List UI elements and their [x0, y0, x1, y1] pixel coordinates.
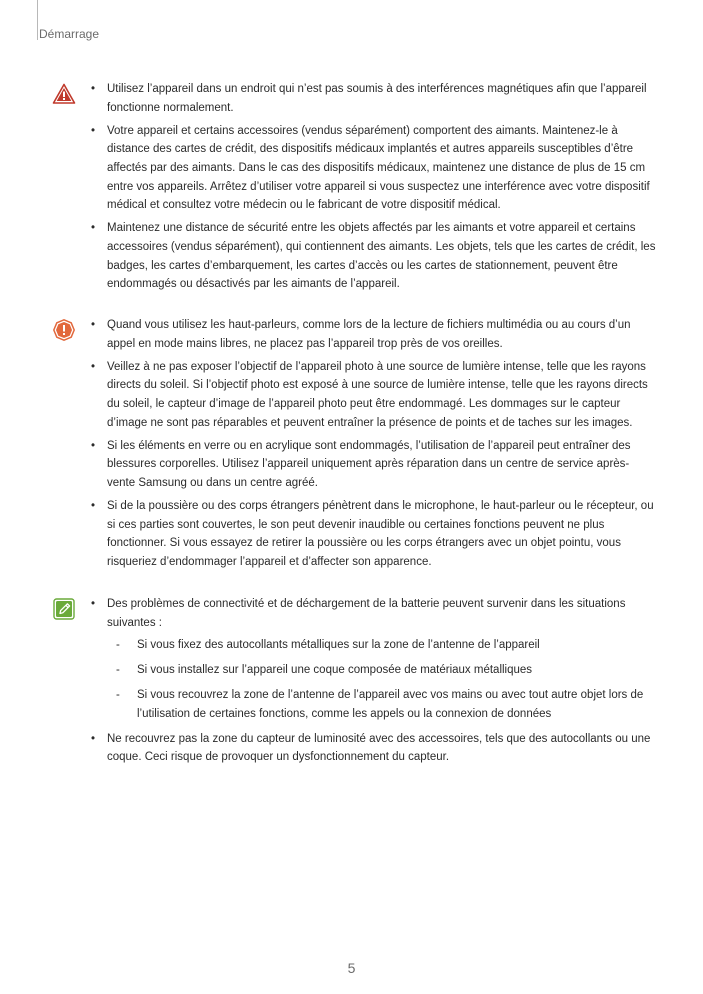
note-list	[91, 595, 656, 772]
list-item: • Utilisez l’appareil dans un endroit qui n’est pas soumis à des interférences magnétiques afin que l’appareil fonctionne normalement.	[91, 83, 647, 114]
sub-list	[107, 636, 656, 723]
page-number: 5	[347, 960, 356, 976]
list-item: • Votre appareil et certains accessoires (vendus séparément) comportent des aimants. Maintenez-le à distance des cartes de crédit, des dispositifs médicaux implantés et autres appareils susceptibles d’être affectés par des aimants. Dans le cas des dispositifs médicaux, maintenez une distance de plus de 15 cm entre vos appareils. Arrêtez d’utiliser votre appareil si vous suspectez une interférence avec votre dispositif médical et consultez votre médecin ou le fabricant de votre dispositif médical.	[91, 124, 650, 212]
list-item: • Si de la poussière ou des corps étrangers pénètrent dans le microphone, le haut-parleur ou le récepteur, ou si ces parties sont couvertes, le son peut devenir inaudible ou certaines fonctions peuvent ne plus fonctionner. Si vous essayez de retirer la poussière ou les corps étrangers avec un objet pointu, vous risqueriez d’endommager l’appareil et d’affecter son apparence.	[91, 500, 654, 568]
list-item: • Maintenez une distance de sécurité entre les objets affectés par les aimants et votre appareil et certains accessoires (vendus séparément), qui contiennent des aimants. Les objets, tels que les cartes de crédit, les badges, les cartes d’embarquement, les cartes d’accès ou les cartes de stationnement, peuvent être endommagés ou désactivés par les aimants de l’appareil.	[91, 222, 656, 291]
sub-list-item: - Si vous installez sur l’appareil une coque composée de matériaux métalliques	[116, 664, 533, 677]
caution-list	[91, 316, 656, 576]
sub-list-item: - Si vous fixez des autocollants métalliques sur la zone de l’antenne de l’appareil	[116, 639, 540, 652]
warning-triangle-icon	[52, 82, 76, 106]
caution-exclamation-icon	[52, 318, 76, 342]
list-item: • Quand vous utilisez les haut-parleurs, comme lors de la lecture de fichiers multimédia ou au cours d’un appel en mode mains libres, ne placez pas l’appareil trop près de vos oreilles.	[91, 319, 631, 350]
sub-list-item: - Si vous recouvrez la zone de l’antenne de l’appareil avec vos mains ou avec tout autre objet lors de l’utilisation de certaines fonctions, comme les appels ou la connexion de données	[116, 689, 644, 720]
list-item: • Des problèmes de connectivité et de déchargement de la batterie peuvent survenir dans les situations suivantes : - Si vous fixez des autocollants métalliques sur la zone de l’antenne de l’appareil - Si vous installez sur l’appareil une coque composée de matériaux métalliques - Si vous recouvrez la zone de l’antenne de l’appareil avec vos mains ou avec tout autre objet lors de l’utilisation de certaines fonctions, comme les appels ou la connexion de données	[91, 595, 656, 723]
list-item: • Si les éléments en verre ou en acrylique sont endommagés, l’utilisation de l’appareil peut entraîner des blessures corporelles. Utilisez l’appareil uniquement après réparation dans un centre de service après-vente Samsung ou dans un centre agréé.	[91, 439, 631, 489]
list-item: • Veillez à ne pas exposer l’objectif de l’appareil photo à une source de lumière intense, telle que les rayons directs du soleil. Si l’objectif photo est exposé à une source de lumière intense, telle que les rayons directs du soleil, le capteur d’image de l’appareil photo peut être endommagé. Les dommages sur le capteur d’image ne sont pas réparables et peuvent entraîner la présence de points et de taches sur les images.	[91, 360, 648, 429]
margin-rule	[37, 0, 38, 40]
list-item: • Ne recouvrez pas la zone du capteur de luminosité avec des accessoires, tels que des autocollants ou une coque. Ceci risque de provoquer un dysfonctionnement du capteur.	[91, 732, 651, 764]
warning-list	[91, 80, 656, 298]
note-pencil-icon	[52, 597, 76, 621]
page-header: Démarrage	[39, 27, 100, 41]
